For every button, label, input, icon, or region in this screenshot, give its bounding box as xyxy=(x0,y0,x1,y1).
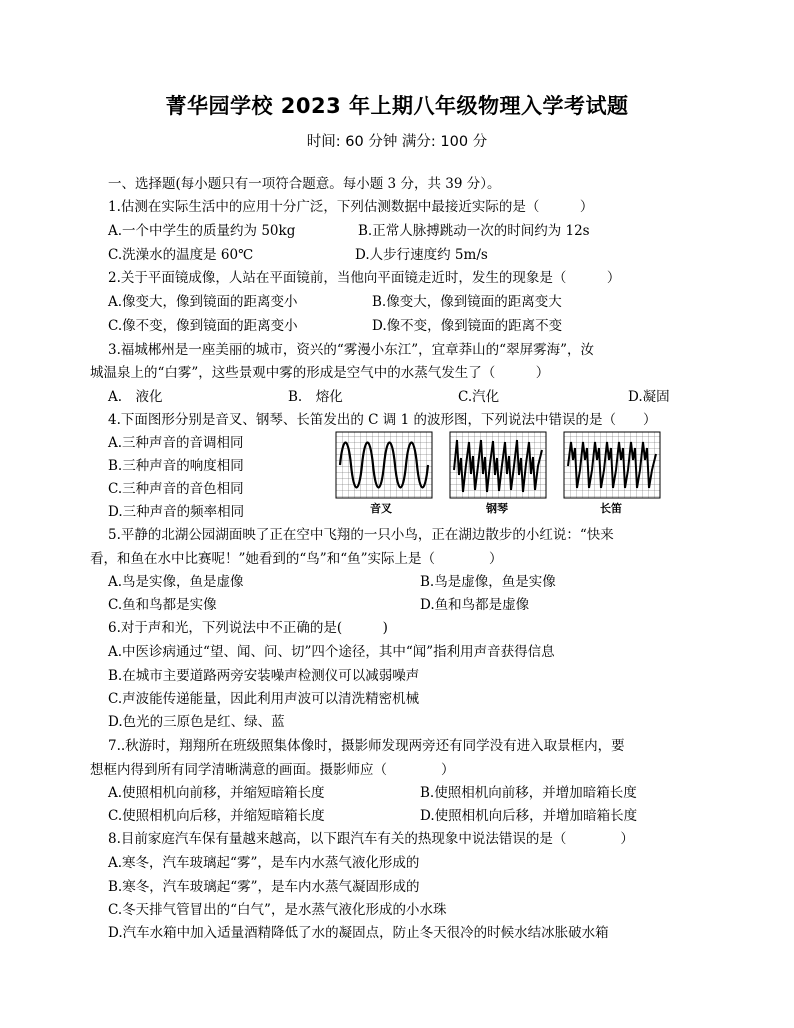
label-tuning-fork: 音叉 xyxy=(370,502,392,515)
exam-time-score: 时间: 60 分钟 满分: 100 分 xyxy=(306,134,488,150)
question-6-option-b: B.在城市主要道路两旁安装噪声检测仪可以减弱噪声 xyxy=(108,668,420,684)
question-6-stem: 6.对于声和光，下列说法中不正确的是( ) xyxy=(108,620,388,636)
question-3-option-a: A. 液化 xyxy=(108,389,163,405)
waveform-panel-piano xyxy=(450,432,546,515)
question-7-option-d: D.使照相机向后移，并增加暗箱长度 xyxy=(420,808,638,824)
waveform-panel-tuning-fork xyxy=(336,432,432,515)
question-7-stem-line2: 想框内得到所有同学清晰满意的画面。摄影师应（ ） xyxy=(90,762,455,778)
question-5-stem-line2: 看，和鱼在水中比赛呢！”她看到的“鸟”和“鱼”实际上是（ ） xyxy=(90,551,503,567)
question-2-option-c: C.像不变，像到镜面的距离变小 xyxy=(108,318,298,334)
question-2-option-a: A.像变大，像到镜面的距离变小 xyxy=(108,294,298,310)
section-heading: 一、选择题(每小题只有一项符合题意。每小题 3 分，共 39 分）。 xyxy=(108,176,501,192)
question-7-option-b: B.使照相机向前移，并增加暗箱长度 xyxy=(420,785,637,801)
question-4-option-c: C.三种声音的音色相同 xyxy=(108,481,244,497)
label-piano: 钢琴 xyxy=(486,502,508,515)
label-flute: 长笛 xyxy=(600,502,622,515)
question-5-option-d: D.鱼和鸟都是虚像 xyxy=(420,597,530,613)
question-2-option-b: B.像变大，像到镜面的距离变大 xyxy=(372,294,562,310)
waveform-svg xyxy=(330,430,664,516)
question-8-stem: 8.目前家庭汽车保有量越来越高，以下跟汽车有关的热现象中说法错误的是（ ） xyxy=(108,831,634,847)
question-1-stem: 1.估测在实际生活中的应用十分广泛，下列估测数据中最接近实际的是（ ） xyxy=(108,199,594,215)
question-3-option-b: B. 熔化 xyxy=(288,389,343,405)
question-8-option-c: C.冬天排气管冒出的“白气”，是水蒸气液化形成的小水珠 xyxy=(108,902,447,918)
question-3-option-d: D.凝固 xyxy=(628,389,670,405)
question-6-option-d: D.色光的三原色是红、绿、蓝 xyxy=(108,714,285,730)
question-5-stem-line1: 5.平静的北湖公园湖面映了正在空中飞翔的一只小鸟，正在湖边散步的小红说：“快来 xyxy=(108,527,614,543)
question-5-option-a: A.鸟是实像，鱼是虚像 xyxy=(108,574,244,590)
question-3-stem-line1: 3.福城郴州是一座美丽的城市，资兴的“雾漫小东江”，宜章莽山的“翠屏雾海”，汝 xyxy=(108,342,594,358)
question-1-option-a: A.一个中学生的质量约为 50kg xyxy=(108,223,296,239)
question-7-option-c: C.使照相机向后移，并缩短暗箱长度 xyxy=(108,808,325,824)
question-8-option-d: D.汽车水箱中加入适量酒精降低了水的凝固点，防止冬天很冷的时候水结冰胀破水箱 xyxy=(108,925,609,941)
question-4-option-a: A.三种声音的音调相同 xyxy=(108,435,244,451)
question-4-option-b: B.三种声音的响度相同 xyxy=(108,458,244,474)
question-1-option-c: C.洗澡水的温度是 60℃ xyxy=(108,247,254,263)
question-2-stem: 2.关于平面镜成像，人站在平面镜前，当他向平面镜走近时，发生的现象是（ ） xyxy=(108,270,621,286)
exam-title: 菁华园学校 2023 年上期八年级物理入学考试题 xyxy=(165,94,629,118)
question-7-stem-line1: 7..秋游时，翔翔所在班级照集体像时，摄影师发现两旁还有同学没有进入取景框内，要 xyxy=(108,738,625,754)
question-1-option-b: B.正常人脉搏跳动一次的时间约为 12s xyxy=(358,223,590,239)
question-5-option-b: B.鸟是虚像，鱼是实像 xyxy=(420,574,556,590)
question-6-option-c: C.声波能传递能量，因此利用声波可以清洗精密机械 xyxy=(108,691,420,707)
question-8-option-b: B.寒冬，汽车玻璃起“雾”，是车内水蒸气凝固形成的 xyxy=(108,879,420,895)
question-3-stem-line2: 城温泉上的“白雾”，这些景观中雾的形成是空气中的水蒸气发生了（ ） xyxy=(90,365,550,381)
question-8-option-a: A.寒冬，汽车玻璃起“雾”，是车内水蒸气液化形成的 xyxy=(108,855,420,871)
waveform-figure xyxy=(330,430,664,516)
question-3-option-c: C.汽化 xyxy=(458,389,500,405)
question-4-option-d: D.三种声音的频率相同 xyxy=(108,504,245,520)
question-4-stem: 4.下面图形分别是音叉、钢琴、长笛发出的 C 调 1 的波形图，下列说法中错误的是（ ） xyxy=(108,412,657,428)
question-1-option-d: D.人步行速度约 5m/s xyxy=(355,247,488,263)
waveform-panel-flute xyxy=(564,432,660,515)
question-5-option-c: C.鱼和鸟都是实像 xyxy=(108,597,217,613)
question-6-option-a: A.中医诊病通过“望、闻、问、切”四个途径，其中“闻”指利用声音获得信息 xyxy=(108,644,555,660)
question-2-option-d: D.像不变，像到镜面的距离不变 xyxy=(372,318,563,334)
question-7-option-a: A.使照相机向前移，并缩短暗箱长度 xyxy=(108,785,325,801)
